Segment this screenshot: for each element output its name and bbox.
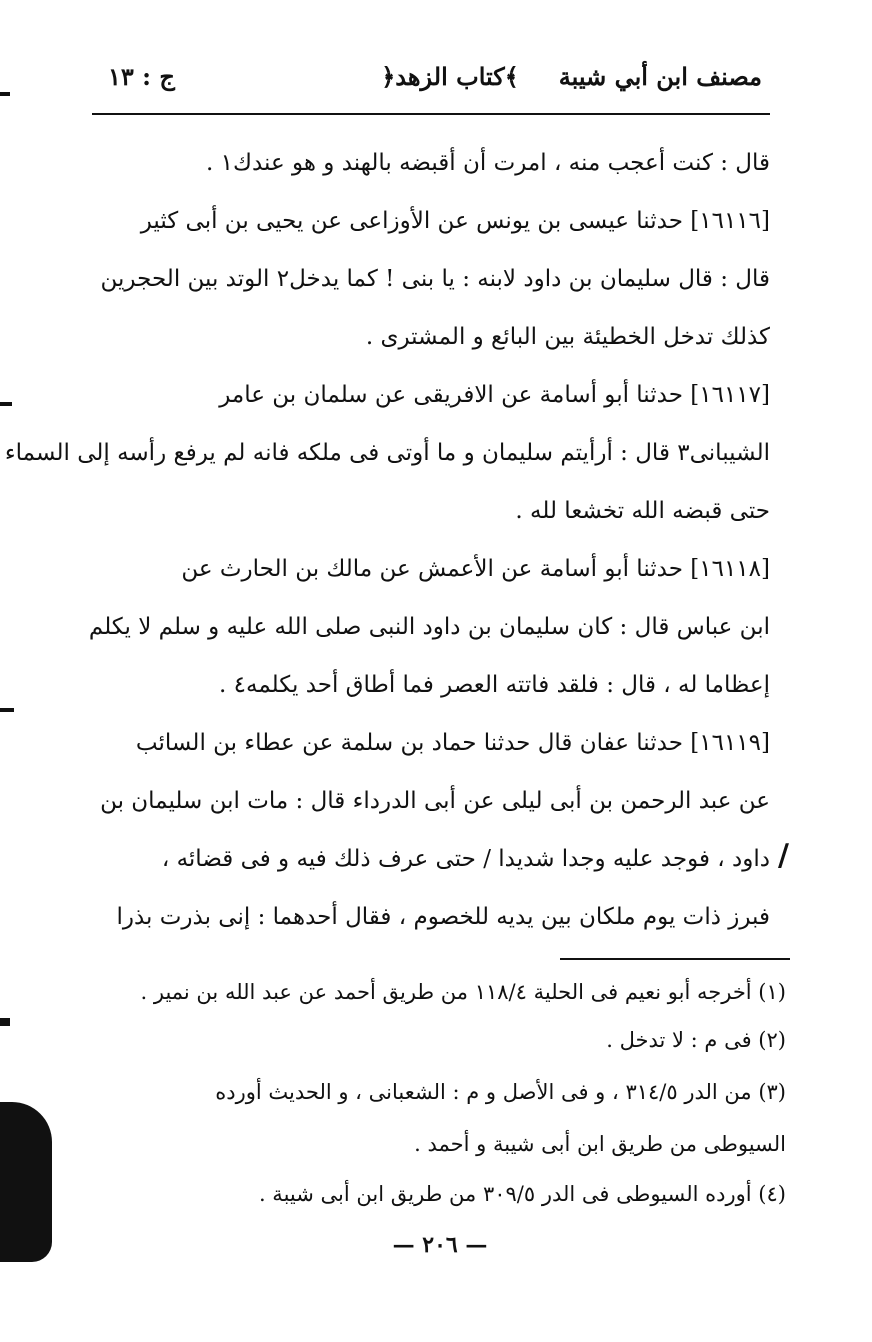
footnote-4: (٤) أورده السيوطى فى الدر ٣٠٩/٥ من طريق ابن أبى شيبة . <box>258 1182 786 1206</box>
scan-mark <box>0 402 12 406</box>
scan-mark <box>0 1018 10 1026</box>
header-rule <box>92 113 770 115</box>
text-line: حتى قبضه الله تخشعا لله . <box>515 498 770 524</box>
text-line: إعظاما له ، قال : فلقد فاتته العصر فما أطاق أحد يكلمه٤ . <box>219 672 770 698</box>
footnote-3: (٣) من الدر ٣١٤/٥ ، و فى الأصل و م : الشعبانى ، و الحديث أورده <box>215 1080 786 1104</box>
footnote-1: (١) أخرجه أبو نعيم فى الحلية ١١٨/٤ من طريق أحمد عن عبد الله بن نمير . <box>140 980 786 1004</box>
footnote-rule <box>560 958 790 960</box>
text-line: كذلك تدخل الخطيئة بين البائع و المشترى . <box>365 324 770 350</box>
page-number: — ٢٠٦ — <box>392 1232 488 1258</box>
scan-shadow <box>0 1102 52 1262</box>
hadith-16117-start: [١٦١١٧] حدثنا أبو أسامة عن الافريقى عن سلمان بن عامر <box>219 382 770 408</box>
text-line: الشيبانى٣ قال : أرأيتم سليمان و ما أوتى فى ملكه فانه لم يرفع رأسه إلى السماء <box>4 440 770 466</box>
main-text <box>4 134 770 946</box>
chapter-title: ﴿كتاب الزهد﴾ <box>381 62 519 91</box>
text-line: فبرز ذات يوم ملكان بين يديه للخصوم ، فقال أحدهما : إنى بذرت بذرا <box>116 904 770 930</box>
hadith-16119-start: [١٦١١٩] حدثنا عفان قال حدثنا حماد بن سلمة عن عطاء بن السائب <box>135 730 770 756</box>
text-line: داود ، فوجد عليه وجدا شديدا / حتى عرف ذلك فيه و فى قضائه ، <box>161 846 770 872</box>
footnote-2: (٢) فى م : لا تدخل . <box>606 1028 786 1052</box>
text-line: قال : كنت أعجب منه ، امرت أن أقبضه بالهند و هو عندك١ . <box>206 150 770 176</box>
footnote-3-cont: السيوطى من طريق ابن أبى شيبة و أحمد . <box>414 1132 786 1156</box>
text-line: عن عبد الرحمن بن أبى ليلى عن أبى الدرداء قال : مات ابن سليمان بن <box>100 788 770 814</box>
volume-number: ج : ١٣ <box>108 62 175 91</box>
scan-mark <box>0 708 14 712</box>
text-line: قال : قال سليمان بن داود لابنه : يا بنى ! كما يدخل٢ الوتد بين الحجرين <box>100 266 770 292</box>
text-line: ابن عباس قال : كان سليمان بن داود النبى صلى الله عليه و سلم لا يكلم <box>88 614 770 640</box>
scan-mark <box>0 92 10 96</box>
hadith-16116-start: [١٦١١٦] حدثنا عيسى بن يونس عن الأوزاعى عن يحيى بن أبى كثير <box>140 208 770 234</box>
margin-slash: / <box>778 838 789 873</box>
hadith-16118-start: [١٦١١٨] حدثنا أبو أسامة عن الأعمش عن مالك بن الحارث عن <box>181 556 770 582</box>
book-title: مصنف ابن أبي شيبة <box>558 62 762 91</box>
